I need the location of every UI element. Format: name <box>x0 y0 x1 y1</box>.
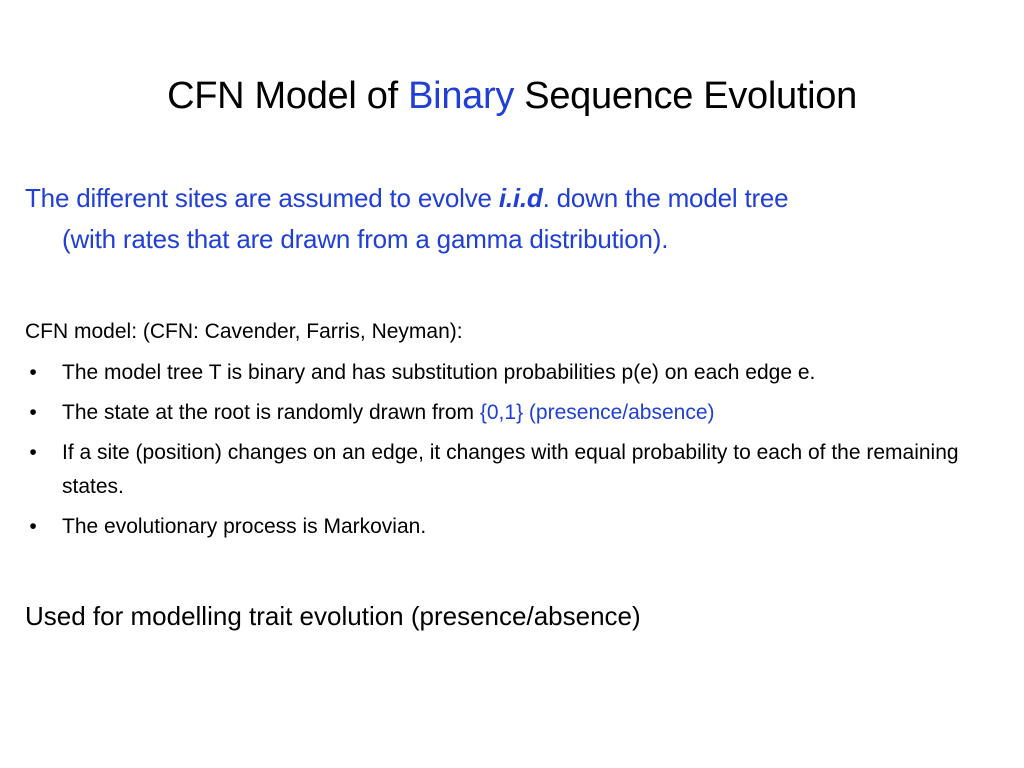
bullet-text-main: If a site (position) changes on an edge, it changes with equal probability to each of the remaining states. <box>62 441 959 498</box>
list-item <box>25 436 1005 504</box>
intro-paragraph <box>25 178 985 260</box>
bullet-icon: • <box>29 441 37 464</box>
intro-text-after: . down the model tree <box>542 183 789 213</box>
title-suffix: Sequence Evolution <box>514 75 857 117</box>
intro-line-one <box>25 178 985 219</box>
intro-line-two: (with rates that are drawn from a gamma distribution). <box>62 224 669 254</box>
bullet-text <box>62 356 1005 390</box>
list-item <box>25 356 1005 390</box>
cfn-model-heading: CFN model: (CFN: Cavender, Farris, Neyman): <box>25 320 463 343</box>
title-highlight-binary: Binary <box>408 75 515 117</box>
bullet-text-highlight: {0,1} (presence/absence) <box>479 401 715 424</box>
bullet-text-main: The evolutionary process is Markovian. <box>62 515 427 538</box>
list-item <box>25 510 1005 544</box>
bullet-text-main: The state at the root is randomly drawn from <box>62 401 480 424</box>
bullet-text <box>62 436 1005 504</box>
iid-term: i.i.d <box>498 183 543 213</box>
slide-title <box>0 70 1024 122</box>
bullet-icon: • <box>29 401 37 424</box>
cfn-bullet-list <box>25 356 1005 550</box>
bullet-icon: • <box>29 361 37 384</box>
conclusion-text: Used for modelling trait evolution (presence/absence) <box>25 601 641 631</box>
bullet-text <box>62 510 1005 544</box>
title-prefix: CFN Model of <box>167 75 409 117</box>
intro-text-before: The different sites are assumed to evolve <box>25 183 499 213</box>
bullet-text <box>62 396 1005 430</box>
list-item <box>25 396 1005 430</box>
bullet-icon: • <box>29 515 37 538</box>
bullet-text-main: The model tree T is binary and has substitution probabilities p(e) on each edge e. <box>62 361 816 384</box>
